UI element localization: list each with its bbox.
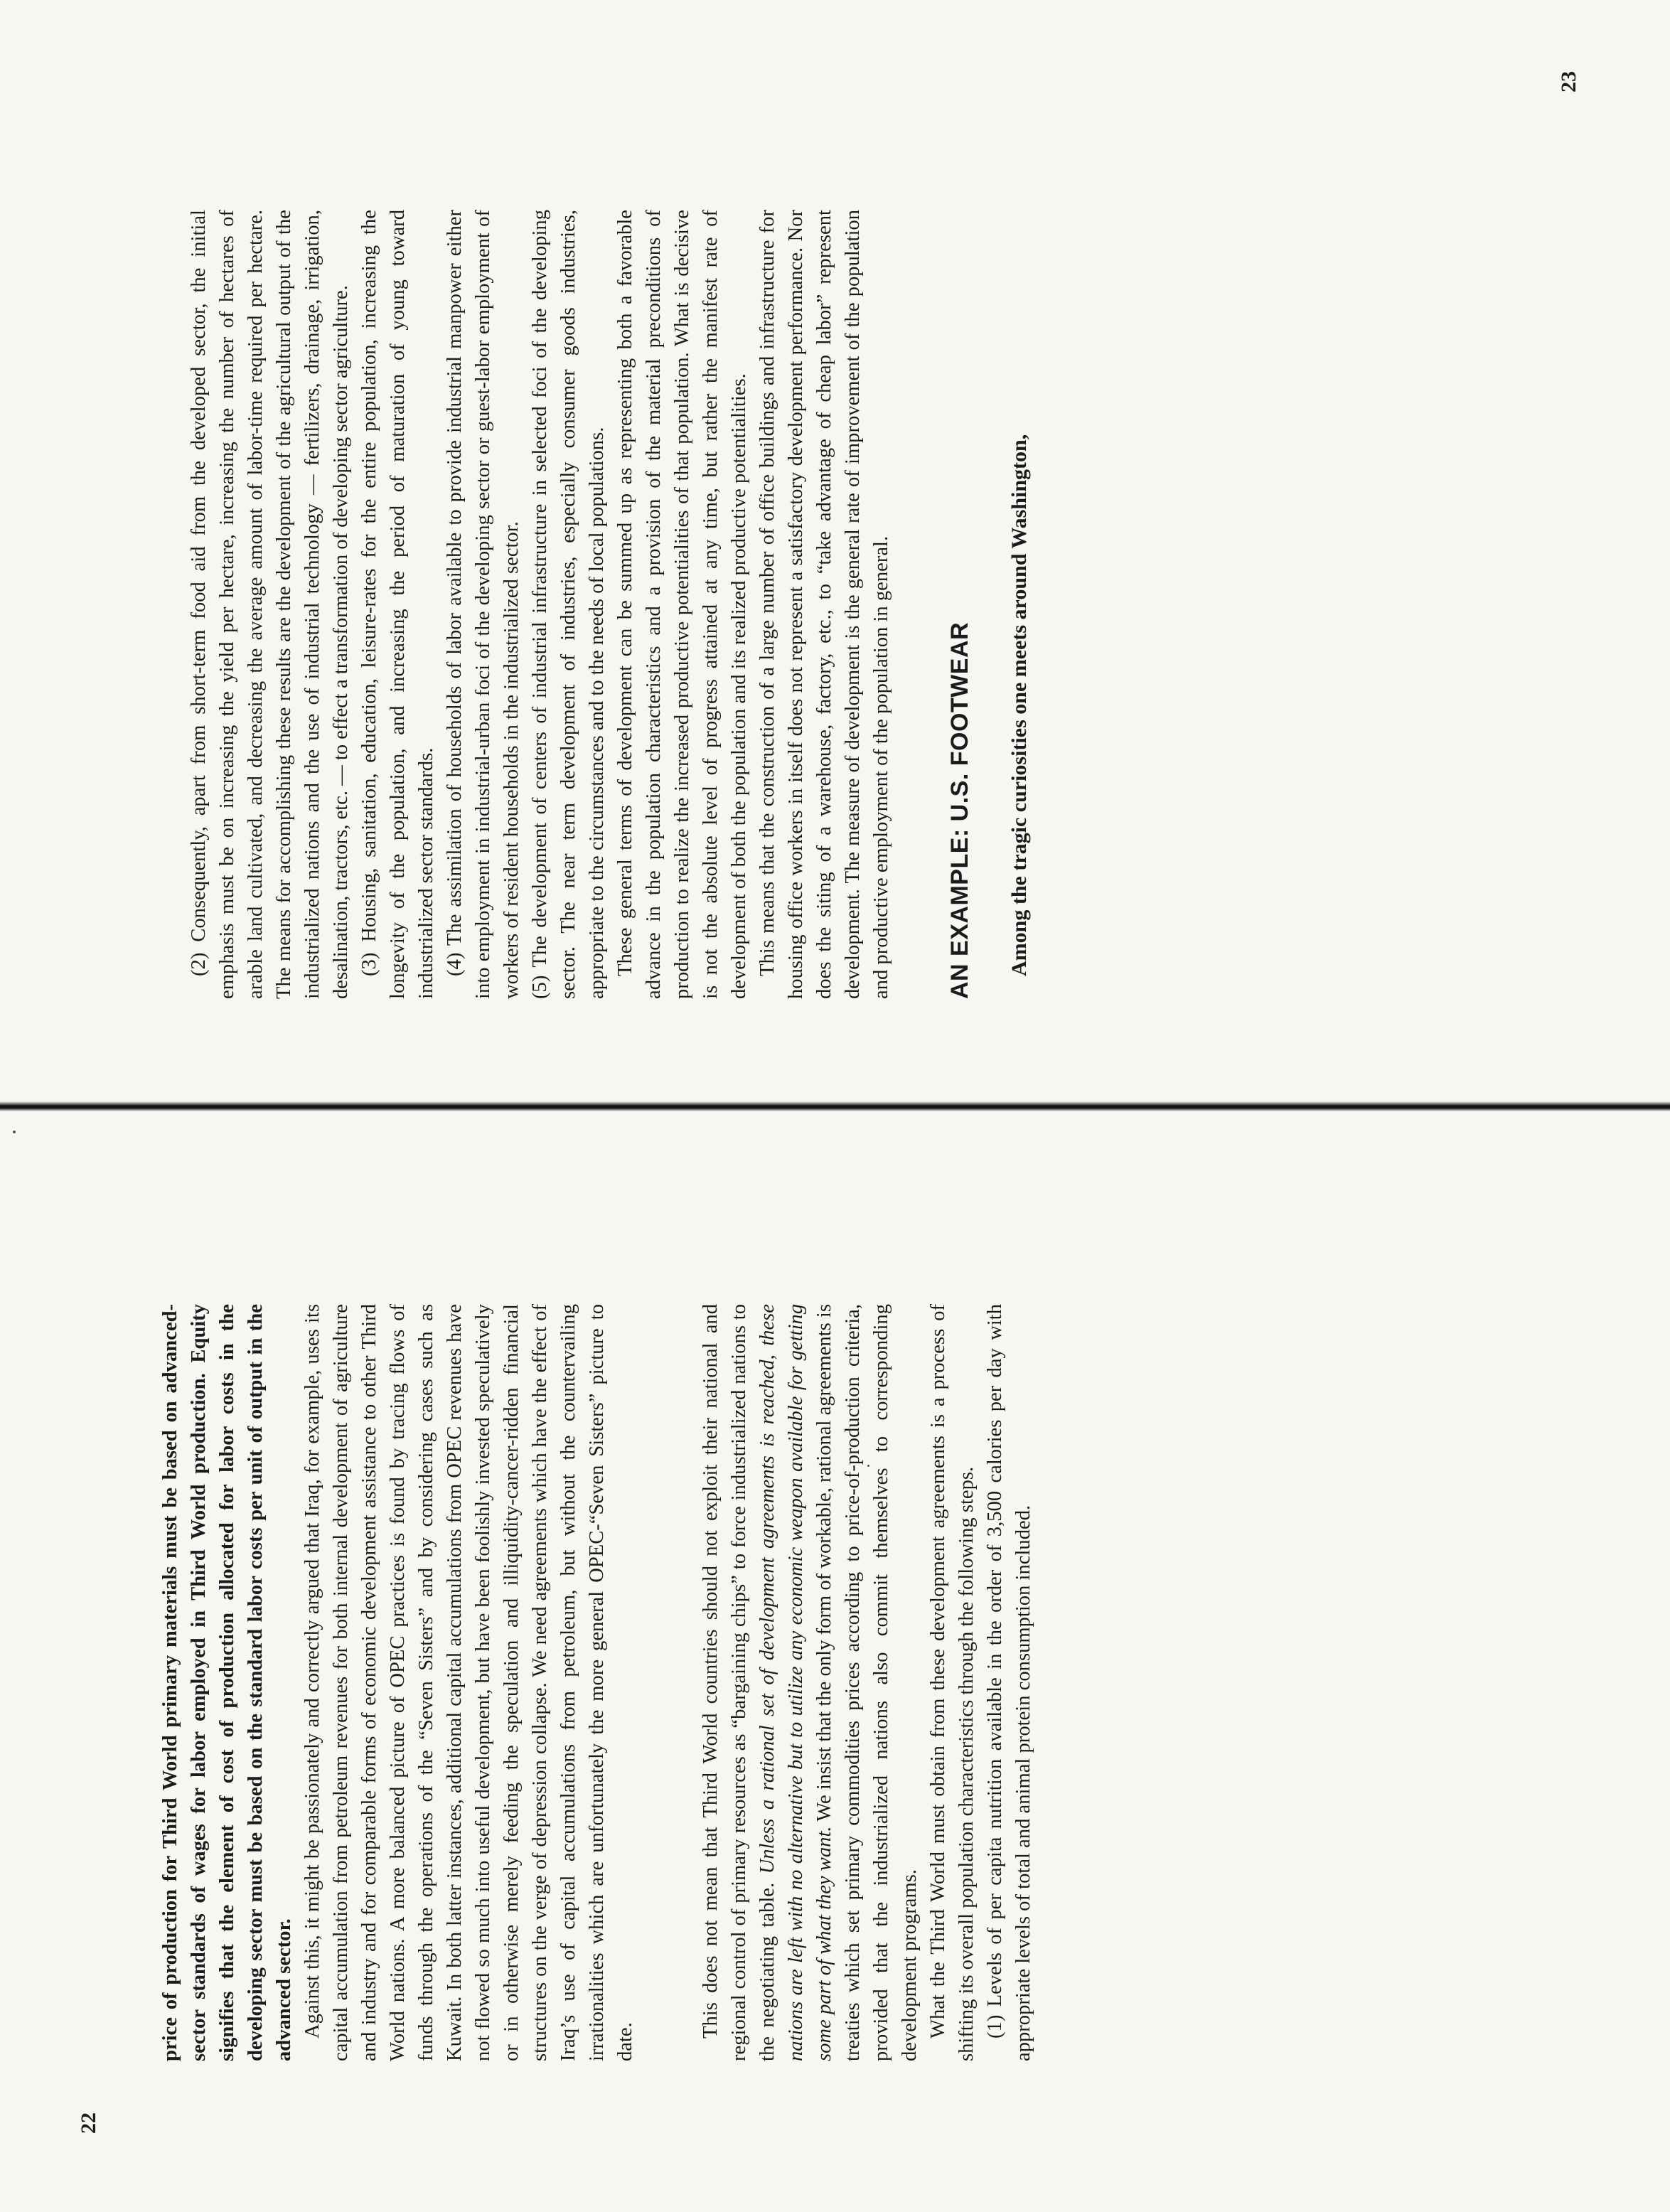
scan-speck (13, 1131, 16, 1133)
paragraph: price of production for Third World primary materials must be based on advanced-sector standards of wages for labor employed in Third World production. Equity signifies that the element of cost of production allocated for labor costs in the developing sector must be based on the standard labor costs per unit of output in the advanced sector. (159, 1304, 295, 2061)
scan-speck (867, 1465, 869, 1467)
paragraph (697, 1304, 924, 2061)
right-text-column (185, 210, 1034, 999)
page-number: 22 (77, 2112, 100, 2134)
italic-emphasis: Unless a rational set of development agreements is reached, these nations are left with no alternative but to utilize any economic weapon available for getting some part of what they want. (756, 1304, 835, 2061)
paragraph: These general terms of development can be summed up as representing both a favorable advance in the population characteristics and a provision of the material preconditions of production to realize the increased productive potentialities of that population. What is decisive is not the absolute level of progress attained at any time, but rather the manifest rate of development of both the population and its realized productive potentialities. (614, 210, 750, 999)
section-heading: AN EXAMPLE: U.S. FOOTWEAR (946, 621, 973, 999)
paragraph: Against this, it might be passionately and correctly argued that Iraq, for example, uses its capital accumulation from petroleum revenues for both internal development of agriculture and industry and for comparable forms of economic development assistance to other Third World nations. A more balanced picture of OPEC practices is found by tracing flows of funds through the operations of the “Seven Sisters” and by considering cases such as Kuwait. In both latter instances, additional capital accumulations from OPEC revenues have not flowed so much into useful development, but have been foolishly invested speculatively or in otherwise merely feeding the speculation and illiquidity-cancer-ridden financial structures on the verge of depression collapse. We need agreements which have the effect of Iraq’s use of capital accumulations from petroleum, but without the countervailing irrationalities which are unfortunately the more general OPEC-“Seven Sisters” picture to date. (301, 1304, 636, 2061)
paragraph: (5) The development of centers of industrial infrastructure in selected foci of the developing sector. The near term development of industries, especially consumer goods industries, appropriate to the circumstances and to the needs of local populations. (529, 210, 608, 999)
paragraph: (2) Consequently, apart from short-term food aid from the developed sector, the initial emphasis must be on increasing the yield per hectare, increasing the number of hectares of arable land cultivated, and decreasing the average amount of labor-time required per hectare. The means for accomplishing these results are the development of the agricultural output of the industrialized nations and the use of industrial technology — fertilizers, drainage, irrigation, desalination, tractors, etc. — to effect a transformation of developing sector agriculture. (188, 210, 352, 999)
paragraph: (1) Levels of per capita nutrition available in the order of 3,500 calories per day with appropriate levels of total and animal protein consumption included. (984, 1304, 1034, 2061)
paragraph: This means that the construction of a large number of office buildings and infrastructure for housing office workers in itself does not represent a satisfactory development performance. Nor does the siting of a warehouse, factory, etc., to “take advantage of cheap labor” represent development. The measure of development is the general rate of improvement of the population and productive employment of the population in general. (756, 210, 892, 999)
paragraph: (3) Housing, sanitation, education, leisure-rates for the entire population, increasing the longevity of the population, and increasing the period of maturation of young toward industrialized sector standards. (358, 210, 437, 999)
paragraph: (4) The assimilation of households of labor available to provide industrial manpower either into employment in industrial-urban foci of the developing sector or guest-labor employment of workers of resident households in the industrialized sector. (444, 210, 523, 999)
paragraph: What the Third World must obtain from these development agreements is a process of shifting its overall population characteristics through the following steps. (927, 1304, 978, 2061)
left-page (0, 1106, 1670, 2212)
paragraph-text: We insist that the only form of workable, rational agreements is treaties which set primary commodities prices according to price-of-production criteria, provided that the industrialized nations also commit themselves to corresponding development programs. (813, 1303, 921, 2061)
paragraph-text: This does not mean that Third World countries should not exploit their national and regional control of primary resources as “bargaining chips” to force industrialized nations to the negotiating table. (700, 1304, 778, 2061)
lead-paragraph: Among the tragic curiosities one meets around Washington, (1007, 434, 1031, 976)
page-number: 23 (1557, 71, 1580, 92)
left-text-column (156, 1304, 1038, 2061)
